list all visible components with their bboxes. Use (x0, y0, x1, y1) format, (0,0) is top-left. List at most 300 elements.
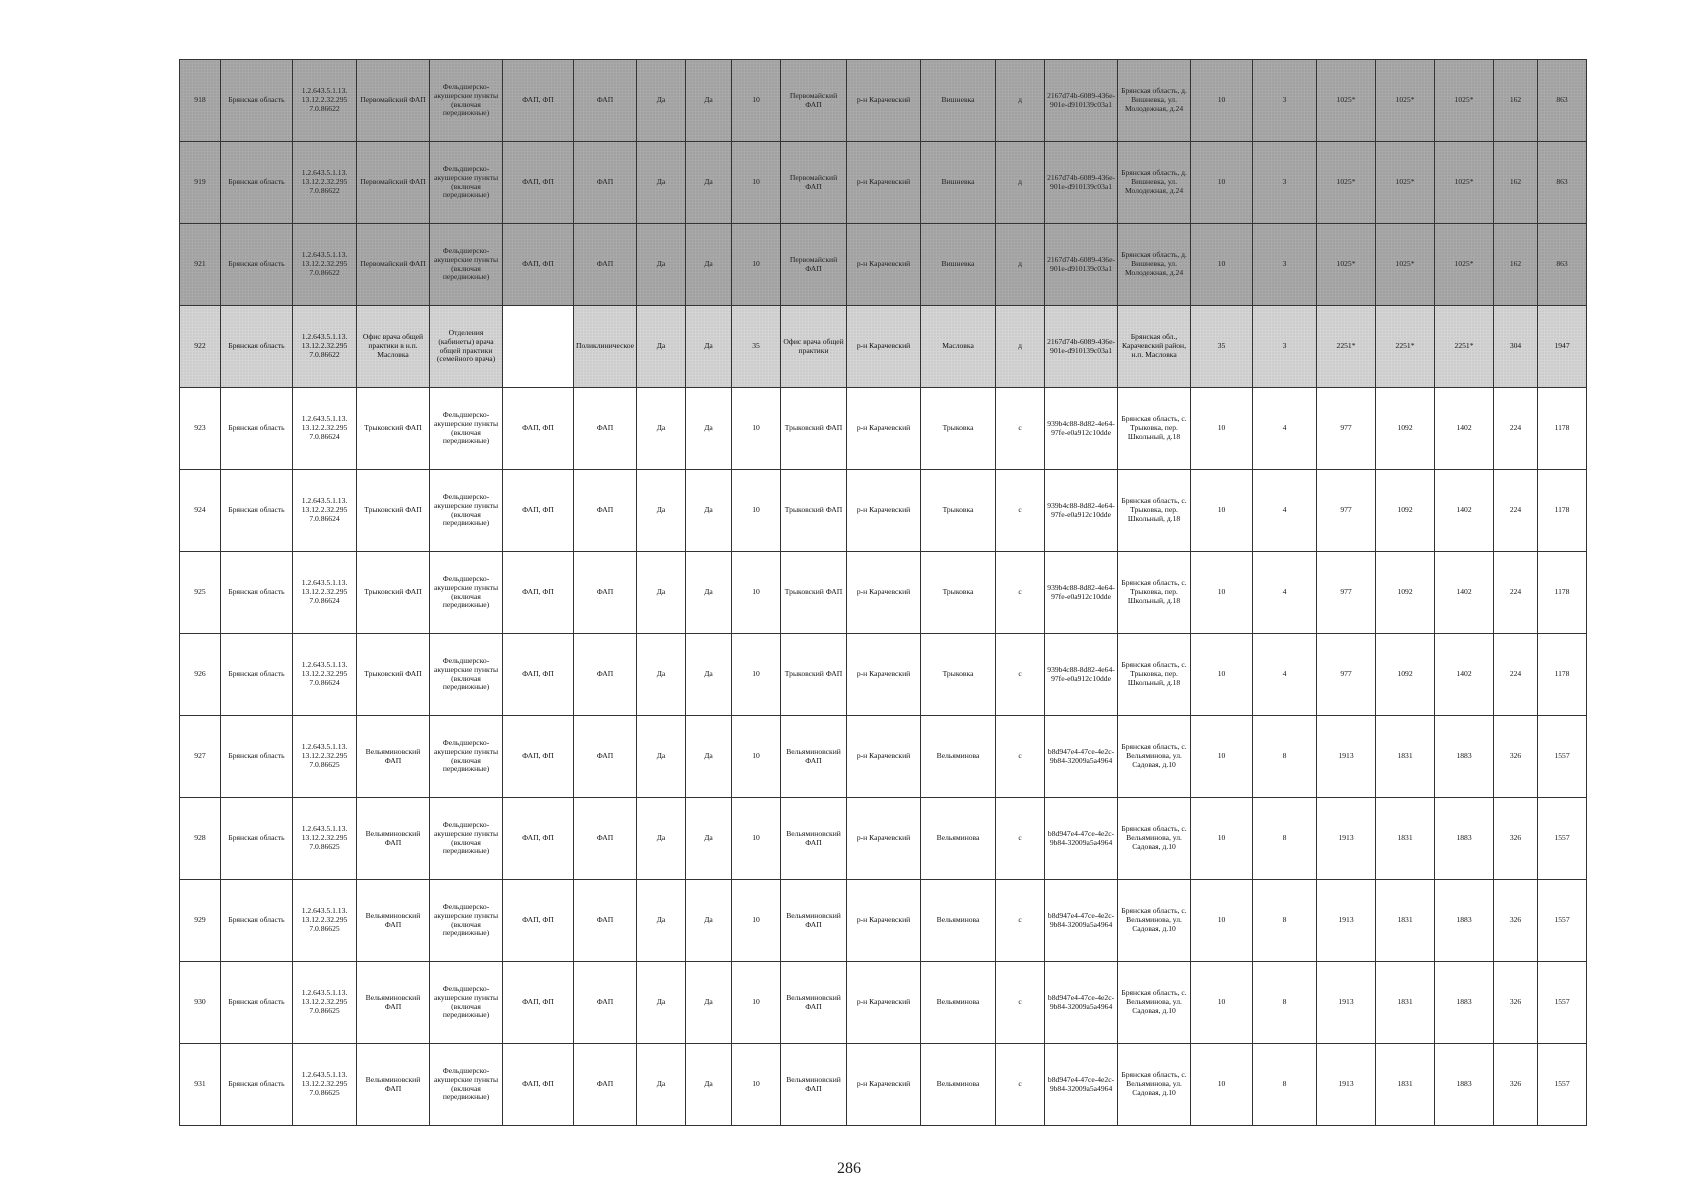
cell-district: р-н Карачевский (847, 142, 921, 224)
cell-flag-b: Да (686, 716, 732, 798)
cell-staff-count: 10 (732, 880, 781, 962)
cell-row-number: 924 (180, 470, 221, 552)
cell-fias-guid: 939b4c88-8d82-4e64-97fe-e0a912c10dde (1045, 470, 1118, 552)
cell-region: Брянская область (221, 962, 293, 1044)
cell-address: Брянская область, с. Вельяминова, ул. Садовая, д.10 (1118, 880, 1191, 962)
cell-region: Брянская область (221, 470, 293, 552)
cell-settlement: Трыковка (921, 552, 996, 634)
cell-facility-name: Вельяминовский ФАП (357, 880, 430, 962)
cell-facility-type: Фельдшерско-акушерские пункты (включая передвижные) (430, 962, 503, 1044)
cell-subdivision-type: ФАП (574, 634, 637, 716)
cell-flag-a: Да (637, 716, 686, 798)
cell-value-1: 1025* (1317, 142, 1376, 224)
cell-address: Брянская область, д. Вишневка, ул. Молодежная, д.24 (1118, 60, 1191, 142)
cell-oid-code: 1.2.643.5.1.13. 13.12.2.32.295 7.0.86622 (293, 142, 357, 224)
cell-fias-guid: 2167d74b-6089-436e-901e-d910139c03a1 (1045, 224, 1118, 306)
cell-capacity: 10 (1191, 880, 1253, 962)
cell-address: Брянская область, с. Вельяминова, ул. Садовая, д.10 (1118, 962, 1191, 1044)
cell-facility-type: Фельдшерско-акушерские пункты (включая передвижные) (430, 880, 503, 962)
cell-category: 8 (1253, 962, 1317, 1044)
cell-subdivision-type: ФАП (574, 142, 637, 224)
cell-value-2: 2251* (1376, 306, 1435, 388)
cell-district: р-н Карачевский (847, 634, 921, 716)
cell-value-3: 1402 (1435, 552, 1494, 634)
cell-facility-kind: ФАП, ФП (503, 880, 574, 962)
cell-settlement: Вельяминова (921, 798, 996, 880)
cell-subdivision-type: ФАП (574, 798, 637, 880)
cell-oid-code: 1.2.643.5.1.13. 13.12.2.32.295 7.0.86622 (293, 306, 357, 388)
cell-value-5: 1557 (1538, 798, 1587, 880)
cell-unit-name: Трыковский ФАП (781, 470, 847, 552)
cell-address: Брянская область, с. Трыковка, пер. Школьный, д.18 (1118, 552, 1191, 634)
cell-region: Брянская область (221, 1044, 293, 1126)
cell-facility-name: Первомайский ФАП (357, 142, 430, 224)
cell-facility-type: Фельдшерско-акушерские пункты (включая передвижные) (430, 142, 503, 224)
cell-row-number: 929 (180, 880, 221, 962)
cell-region: Брянская область (221, 388, 293, 470)
cell-fias-guid: b8d947e4-47ce-4e2c-9b84-32009a5a4964 (1045, 716, 1118, 798)
cell-address: Брянская область, д. Вишневка, ул. Молодежная, д.24 (1118, 142, 1191, 224)
cell-value-2: 1831 (1376, 716, 1435, 798)
cell-value-4: 162 (1494, 142, 1538, 224)
cell-value-4: 326 (1494, 798, 1538, 880)
cell-row-number: 923 (180, 388, 221, 470)
cell-facility-name: Трыковский ФАП (357, 552, 430, 634)
cell-staff-count: 10 (732, 388, 781, 470)
cell-flag-a: Да (637, 60, 686, 142)
cell-subdivision-type: Поликлиническое (574, 306, 637, 388)
cell-facility-kind: ФАП, ФП (503, 470, 574, 552)
cell-category: 8 (1253, 880, 1317, 962)
cell-facility-kind (503, 306, 574, 388)
table-row (180, 716, 1587, 798)
table-row (180, 552, 1587, 634)
cell-category: 3 (1253, 224, 1317, 306)
cell-address: Брянская область, с. Вельяминова, ул. Садовая, д.10 (1118, 798, 1191, 880)
cell-staff-count: 10 (732, 634, 781, 716)
cell-facility-kind: ФАП, ФП (503, 142, 574, 224)
cell-subdivision-type: ФАП (574, 552, 637, 634)
page-number: 286 (837, 1160, 861, 1177)
cell-oid-code: 1.2.643.5.1.13. 13.12.2.32.295 7.0.86625 (293, 962, 357, 1044)
cell-flag-a: Да (637, 552, 686, 634)
cell-flag-a: Да (637, 634, 686, 716)
table-row (180, 962, 1587, 1044)
cell-facility-type: Фельдшерско-акушерские пункты (включая передвижные) (430, 388, 503, 470)
cell-subdivision-type: ФАП (574, 60, 637, 142)
table-row (180, 798, 1587, 880)
cell-flag-b: Да (686, 306, 732, 388)
cell-settlement: Трыковка (921, 634, 996, 716)
cell-settlement-type: д (996, 224, 1045, 306)
cell-region: Брянская область (221, 716, 293, 798)
table-row (180, 142, 1587, 224)
cell-value-3: 1025* (1435, 142, 1494, 224)
cell-staff-count: 10 (732, 224, 781, 306)
cell-settlement: Трыковка (921, 470, 996, 552)
cell-region: Брянская область (221, 552, 293, 634)
cell-flag-b: Да (686, 224, 732, 306)
cell-region: Брянская область (221, 142, 293, 224)
table-row (180, 470, 1587, 552)
cell-settlement-type: с (996, 388, 1045, 470)
cell-category: 3 (1253, 60, 1317, 142)
cell-capacity: 10 (1191, 60, 1253, 142)
cell-facility-kind: ФАП, ФП (503, 962, 574, 1044)
cell-facility-kind: ФАП, ФП (503, 1044, 574, 1126)
cell-value-4: 326 (1494, 962, 1538, 1044)
cell-value-2: 1092 (1376, 388, 1435, 470)
cell-flag-b: Да (686, 552, 732, 634)
cell-staff-count: 10 (732, 962, 781, 1044)
cell-facility-name: Вельяминовский ФАП (357, 1044, 430, 1126)
cell-oid-code: 1.2.643.5.1.13. 13.12.2.32.295 7.0.86624 (293, 552, 357, 634)
cell-category: 8 (1253, 716, 1317, 798)
cell-capacity: 35 (1191, 306, 1253, 388)
cell-unit-name: Вельяминовский ФАП (781, 880, 847, 962)
cell-settlement-type: с (996, 634, 1045, 716)
cell-value-1: 1913 (1317, 962, 1376, 1044)
cell-facility-type: Фельдшерско-акушерские пункты (включая передвижные) (430, 552, 503, 634)
cell-district: р-н Карачевский (847, 552, 921, 634)
cell-settlement: Вельяминова (921, 1044, 996, 1126)
cell-facility-kind: ФАП, ФП (503, 388, 574, 470)
table-row (180, 1044, 1587, 1126)
cell-staff-count: 10 (732, 798, 781, 880)
cell-staff-count: 10 (732, 1044, 781, 1126)
cell-capacity: 10 (1191, 388, 1253, 470)
cell-settlement: Вельяминова (921, 962, 996, 1044)
cell-flag-b: Да (686, 1044, 732, 1126)
cell-address: Брянская область, д. Вишневка, ул. Молодежная, д.24 (1118, 224, 1191, 306)
cell-capacity: 10 (1191, 552, 1253, 634)
cell-settlement-type: д (996, 142, 1045, 224)
cell-row-number: 926 (180, 634, 221, 716)
cell-capacity: 10 (1191, 224, 1253, 306)
cell-flag-b: Да (686, 60, 732, 142)
cell-value-5: 1557 (1538, 1044, 1587, 1126)
cell-facility-kind: ФАП, ФП (503, 716, 574, 798)
cell-subdivision-type: ФАП (574, 224, 637, 306)
cell-unit-name: Трыковский ФАП (781, 552, 847, 634)
cell-region: Брянская область (221, 798, 293, 880)
cell-flag-a: Да (637, 1044, 686, 1126)
cell-value-4: 326 (1494, 1044, 1538, 1126)
cell-value-4: 224 (1494, 470, 1538, 552)
cell-district: р-н Карачевский (847, 880, 921, 962)
cell-district: р-н Карачевский (847, 470, 921, 552)
cell-staff-count: 10 (732, 716, 781, 798)
cell-facility-name: Первомайский ФАП (357, 224, 430, 306)
cell-flag-b: Да (686, 880, 732, 962)
cell-settlement: Вишневка (921, 142, 996, 224)
cell-subdivision-type: ФАП (574, 388, 637, 470)
cell-settlement-type: д (996, 306, 1045, 388)
cell-facility-name: Офис врача общей практики в н.п. Масловка (357, 306, 430, 388)
cell-district: р-н Карачевский (847, 962, 921, 1044)
cell-value-1: 977 (1317, 470, 1376, 552)
cell-address: Брянская область, с. Трыковка, пер. Школьный, д.18 (1118, 634, 1191, 716)
cell-subdivision-type: ФАП (574, 470, 637, 552)
cell-row-number: 928 (180, 798, 221, 880)
cell-oid-code: 1.2.643.5.1.13. 13.12.2.32.295 7.0.86624 (293, 470, 357, 552)
cell-value-1: 977 (1317, 634, 1376, 716)
cell-capacity: 10 (1191, 634, 1253, 716)
cell-oid-code: 1.2.643.5.1.13. 13.12.2.32.295 7.0.86625 (293, 1044, 357, 1126)
cell-capacity: 10 (1191, 142, 1253, 224)
cell-value-2: 1092 (1376, 470, 1435, 552)
cell-value-5: 1178 (1538, 388, 1587, 470)
cell-value-4: 224 (1494, 388, 1538, 470)
cell-value-4: 224 (1494, 634, 1538, 716)
cell-facility-kind: ФАП, ФП (503, 552, 574, 634)
cell-value-5: 1178 (1538, 634, 1587, 716)
cell-row-number: 931 (180, 1044, 221, 1126)
cell-district: р-н Карачевский (847, 716, 921, 798)
cell-value-3: 1883 (1435, 798, 1494, 880)
cell-oid-code: 1.2.643.5.1.13. 13.12.2.32.295 7.0.86624 (293, 388, 357, 470)
cell-facility-type: Фельдшерско-акушерские пункты (включая передвижные) (430, 634, 503, 716)
cell-staff-count: 10 (732, 470, 781, 552)
cell-settlement: Вельяминова (921, 880, 996, 962)
cell-value-3: 1402 (1435, 470, 1494, 552)
cell-facility-name: Вельяминовский ФАП (357, 962, 430, 1044)
cell-settlement-type: с (996, 1044, 1045, 1126)
cell-fias-guid: 2167d74b-6089-436e-901e-d910139c03a1 (1045, 306, 1118, 388)
cell-subdivision-type: ФАП (574, 1044, 637, 1126)
cell-value-1: 1025* (1317, 60, 1376, 142)
cell-row-number: 921 (180, 224, 221, 306)
cell-settlement: Масловка (921, 306, 996, 388)
cell-flag-b: Да (686, 962, 732, 1044)
table-row (180, 880, 1587, 962)
cell-flag-a: Да (637, 224, 686, 306)
cell-value-2: 1025* (1376, 142, 1435, 224)
cell-subdivision-type: ФАП (574, 962, 637, 1044)
cell-district: р-н Карачевский (847, 224, 921, 306)
cell-facility-name: Вельяминовский ФАП (357, 798, 430, 880)
cell-value-2: 1831 (1376, 798, 1435, 880)
cell-row-number: 930 (180, 962, 221, 1044)
cell-value-1: 1913 (1317, 798, 1376, 880)
cell-value-4: 304 (1494, 306, 1538, 388)
cell-fias-guid: 939b4c88-8d82-4e64-97fe-e0a912c10dde (1045, 388, 1118, 470)
cell-address: Брянская область, с. Вельяминова, ул. Садовая, д.10 (1118, 1044, 1191, 1126)
cell-value-2: 1831 (1376, 962, 1435, 1044)
cell-district: р-н Карачевский (847, 388, 921, 470)
cell-oid-code: 1.2.643.5.1.13. 13.12.2.32.295 7.0.86625 (293, 716, 357, 798)
cell-facility-name: Трыковский ФАП (357, 388, 430, 470)
cell-staff-count: 10 (732, 60, 781, 142)
cell-row-number: 925 (180, 552, 221, 634)
cell-facility-type: Фельдшерско-акушерские пункты (включая передвижные) (430, 60, 503, 142)
cell-facility-type: Фельдшерско-акушерские пункты (включая передвижные) (430, 224, 503, 306)
cell-subdivision-type: ФАП (574, 716, 637, 798)
cell-oid-code: 1.2.643.5.1.13. 13.12.2.32.295 7.0.86624 (293, 634, 357, 716)
cell-value-5: 1557 (1538, 880, 1587, 962)
cell-category: 8 (1253, 1044, 1317, 1126)
cell-facility-name: Первомайский ФАП (357, 60, 430, 142)
cell-value-5: 1178 (1538, 470, 1587, 552)
cell-fias-guid: 2167d74b-6089-436e-901e-d910139c03a1 (1045, 60, 1118, 142)
cell-flag-a: Да (637, 142, 686, 224)
cell-capacity: 10 (1191, 962, 1253, 1044)
cell-flag-b: Да (686, 142, 732, 224)
cell-staff-count: 10 (732, 552, 781, 634)
cell-value-4: 326 (1494, 716, 1538, 798)
cell-facility-kind: ФАП, ФП (503, 798, 574, 880)
cell-value-2: 1831 (1376, 880, 1435, 962)
cell-unit-name: Трыковский ФАП (781, 388, 847, 470)
cell-value-5: 1178 (1538, 552, 1587, 634)
cell-row-number: 922 (180, 306, 221, 388)
cell-value-5: 1947 (1538, 306, 1587, 388)
cell-oid-code: 1.2.643.5.1.13. 13.12.2.32.295 7.0.86625 (293, 798, 357, 880)
cell-value-3: 1883 (1435, 1044, 1494, 1126)
cell-unit-name: Вельяминовский ФАП (781, 962, 847, 1044)
cell-address: Брянская область, с. Вельяминова, ул. Садовая, д.10 (1118, 716, 1191, 798)
cell-category: 4 (1253, 634, 1317, 716)
cell-fias-guid: b8d947e4-47ce-4e2c-9b84-32009a5a4964 (1045, 880, 1118, 962)
cell-region: Брянская область (221, 60, 293, 142)
cell-value-2: 1092 (1376, 634, 1435, 716)
cell-flag-a: Да (637, 306, 686, 388)
cell-category: 3 (1253, 142, 1317, 224)
cell-facility-type: Отделения (кабинеты) врача общей практики (семейного врача) (430, 306, 503, 388)
cell-unit-name: Вельяминовский ФАП (781, 798, 847, 880)
cell-category: 4 (1253, 470, 1317, 552)
cell-row-number: 918 (180, 60, 221, 142)
cell-value-3: 1883 (1435, 962, 1494, 1044)
cell-value-2: 1831 (1376, 1044, 1435, 1126)
cell-flag-a: Да (637, 470, 686, 552)
cell-facility-name: Трыковский ФАП (357, 470, 430, 552)
cell-flag-a: Да (637, 388, 686, 470)
cell-flag-a: Да (637, 880, 686, 962)
cell-unit-name: Первомайский ФАП (781, 60, 847, 142)
cell-district: р-н Карачевский (847, 306, 921, 388)
cell-subdivision-type: ФАП (574, 880, 637, 962)
cell-category: 8 (1253, 798, 1317, 880)
cell-value-1: 1913 (1317, 716, 1376, 798)
cell-region: Брянская область (221, 880, 293, 962)
cell-settlement-type: с (996, 552, 1045, 634)
cell-staff-count: 10 (732, 142, 781, 224)
cell-region: Брянская область (221, 306, 293, 388)
cell-unit-name: Вельяминовский ФАП (781, 1044, 847, 1126)
cell-unit-name: Трыковский ФАП (781, 634, 847, 716)
cell-value-1: 2251* (1317, 306, 1376, 388)
cell-oid-code: 1.2.643.5.1.13. 13.12.2.32.295 7.0.86622 (293, 60, 357, 142)
table-row (180, 634, 1587, 716)
cell-facility-kind: ФАП, ФП (503, 224, 574, 306)
cell-fias-guid: b8d947e4-47ce-4e2c-9b84-32009a5a4964 (1045, 1044, 1118, 1126)
cell-fias-guid: b8d947e4-47ce-4e2c-9b84-32009a5a4964 (1045, 798, 1118, 880)
cell-facility-type: Фельдшерско-акушерские пункты (включая передвижные) (430, 1044, 503, 1126)
cell-value-2: 1092 (1376, 552, 1435, 634)
cell-value-5: 863 (1538, 60, 1587, 142)
cell-value-3: 1402 (1435, 388, 1494, 470)
cell-settlement-type: с (996, 962, 1045, 1044)
cell-settlement-type: с (996, 470, 1045, 552)
cell-oid-code: 1.2.643.5.1.13. 13.12.2.32.295 7.0.86625 (293, 880, 357, 962)
cell-settlement-type: д (996, 60, 1045, 142)
cell-value-3: 1025* (1435, 60, 1494, 142)
cell-fias-guid: 2167d74b-6089-436e-901e-d910139c03a1 (1045, 142, 1118, 224)
cell-unit-name: Офис врача общей практики (781, 306, 847, 388)
cell-flag-b: Да (686, 634, 732, 716)
cell-district: р-н Карачевский (847, 60, 921, 142)
cell-fias-guid: 939b4c88-8d82-4e64-97fe-e0a912c10dde (1045, 634, 1118, 716)
cell-capacity: 10 (1191, 798, 1253, 880)
table-row (180, 306, 1587, 388)
cell-value-1: 1913 (1317, 880, 1376, 962)
cell-fias-guid: b8d947e4-47ce-4e2c-9b84-32009a5a4964 (1045, 962, 1118, 1044)
cell-region: Брянская область (221, 634, 293, 716)
cell-unit-name: Вельяминовский ФАП (781, 716, 847, 798)
cell-flag-a: Да (637, 962, 686, 1044)
cell-value-5: 1557 (1538, 962, 1587, 1044)
cell-flag-b: Да (686, 470, 732, 552)
cell-facility-kind: ФАП, ФП (503, 634, 574, 716)
cell-settlement: Вишневка (921, 224, 996, 306)
cell-value-3: 2251* (1435, 306, 1494, 388)
cell-settlement-type: с (996, 880, 1045, 962)
cell-settlement-type: с (996, 798, 1045, 880)
cell-settlement: Вишневка (921, 60, 996, 142)
cell-value-1: 1025* (1317, 224, 1376, 306)
cell-settlement: Трыковка (921, 388, 996, 470)
cell-value-2: 1025* (1376, 60, 1435, 142)
cell-unit-name: Первомайский ФАП (781, 224, 847, 306)
cell-capacity: 10 (1191, 470, 1253, 552)
cell-value-4: 162 (1494, 224, 1538, 306)
cell-facility-name: Вельяминовский ФАП (357, 716, 430, 798)
cell-district: р-н Карачевский (847, 798, 921, 880)
cell-address: Брянская область, с. Трыковка, пер. Школьный, д.18 (1118, 388, 1191, 470)
cell-category: 4 (1253, 388, 1317, 470)
cell-facility-kind: ФАП, ФП (503, 60, 574, 142)
cell-facility-type: Фельдшерско-акушерские пункты (включая передвижные) (430, 716, 503, 798)
cell-flag-a: Да (637, 798, 686, 880)
cell-flag-b: Да (686, 388, 732, 470)
cell-capacity: 10 (1191, 716, 1253, 798)
cell-value-4: 224 (1494, 552, 1538, 634)
cell-value-4: 326 (1494, 880, 1538, 962)
cell-address: Брянская область, с. Трыковка, пер. Школьный, д.18 (1118, 470, 1191, 552)
cell-category: 4 (1253, 552, 1317, 634)
cell-value-1: 977 (1317, 552, 1376, 634)
cell-value-1: 1913 (1317, 1044, 1376, 1126)
cell-value-3: 1402 (1435, 634, 1494, 716)
cell-category: 3 (1253, 306, 1317, 388)
cell-address: Брянская обл., Карачевский район, н.п. Масловка (1118, 306, 1191, 388)
table-row (180, 388, 1587, 470)
cell-value-1: 977 (1317, 388, 1376, 470)
cell-row-number: 919 (180, 142, 221, 224)
cell-staff-count: 35 (732, 306, 781, 388)
cell-district: р-н Карачевский (847, 1044, 921, 1126)
cell-value-3: 1883 (1435, 716, 1494, 798)
cell-value-5: 1557 (1538, 716, 1587, 798)
table-row (180, 224, 1587, 306)
table-row (180, 60, 1587, 142)
cell-row-number: 927 (180, 716, 221, 798)
cell-value-5: 863 (1538, 142, 1587, 224)
cell-unit-name: Первомайский ФАП (781, 142, 847, 224)
cell-value-3: 1883 (1435, 880, 1494, 962)
cell-facility-name: Трыковский ФАП (357, 634, 430, 716)
